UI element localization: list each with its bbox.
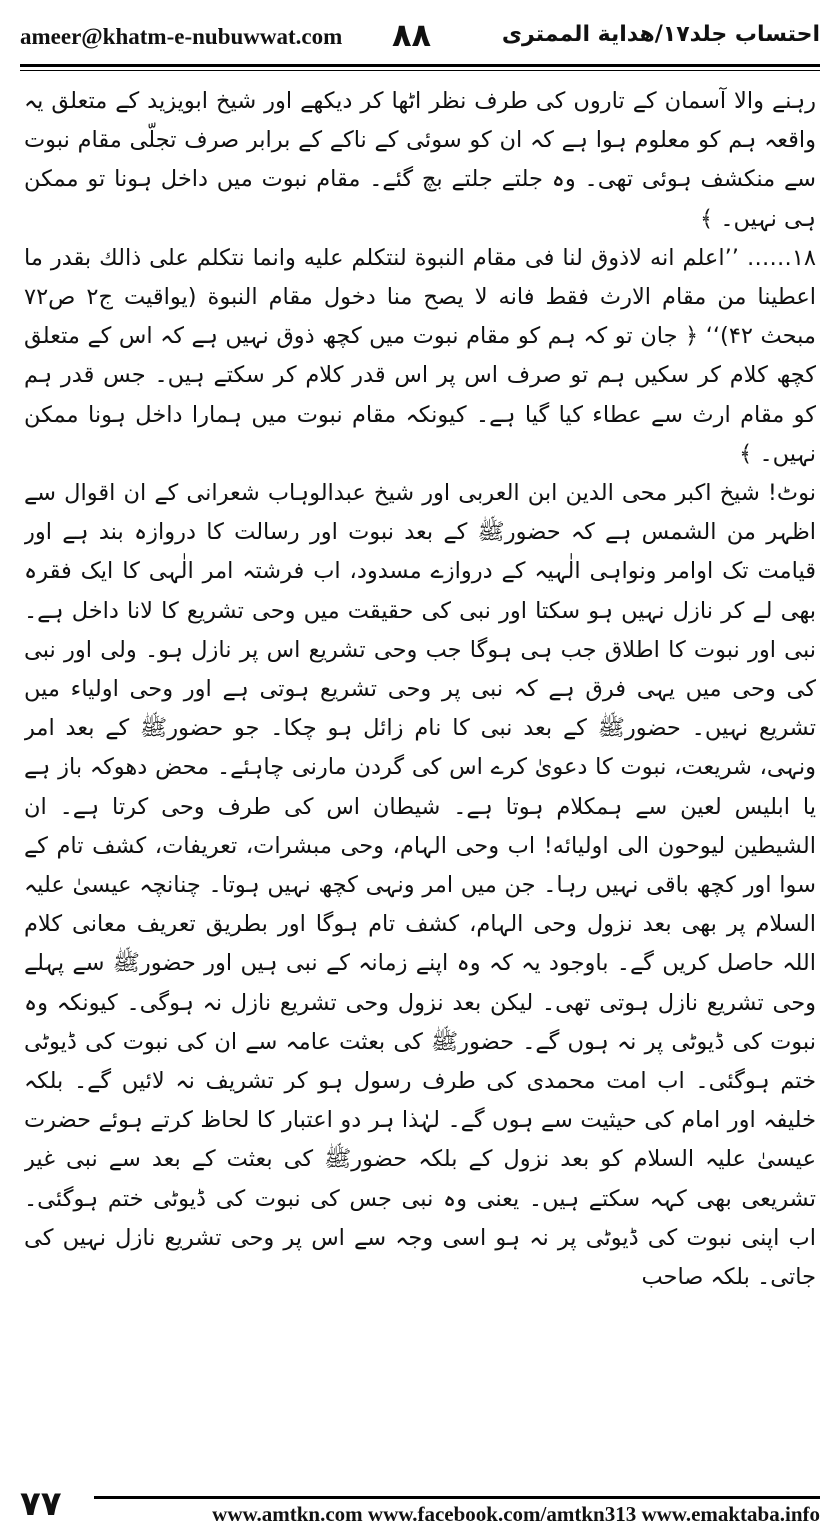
page-footer [20, 1484, 820, 1536]
header-email[interactable]: ameer@khatm-e-nubuwwat.com [20, 24, 343, 49]
page-header [20, 18, 820, 68]
paragraph-1: رہنے والا آسمان کے تاروں کی طرف نظر اٹھا کر دیکھے اور شیخ ابویزید کے متعلق یہ واقعہ ہم کو معلوم ہوا ہے کہ ان کو سوئی کے ناکے کے برابر صرف تجلّی مقام نبوت سے منکشف ہوئی تھی۔ وہ جلتے جلتے بچ گئے۔ مقام نبوت میں داخل ہونا تو ممکن ہی نہیں۔ ﴾ [24, 88, 816, 232]
page-body [24, 82, 816, 1477]
header-divider [20, 64, 820, 67]
paragraph-3-note: نوٹ! شیخ اکبر محی الدین ابن العربی اور شیخ عبدالوہاب شعرانی کے ان اقوال سے اظہر من الشمس ہے کہ حضورﷺ کے بعد نبوت اور رسالت کا دروازہ بند ہے اور قیامت تک اوامر ونواہی الٰہیہ کے دروازے مسدود، اب فرشتہ امر الٰہی کا ایک فقرہ بھی لے کر نازل نہیں ہو سکتا اور نبی کی حقیقت میں وحی تشریع کا لانا داخل ہے۔ نبی اور نبوت کا اطلاق جب ہی ہوگا جب وحی تشریع اس پر نازل ہو۔ ولی اور نبی کی وحی میں یہی فرق ہے کہ نبی پر وحی تشریع ہوتی ہے اور وحی اولیاء میں تشریع نہیں۔ حضورﷺ کے بعد نبی کا نام زائل ہو چکا۔ جو حضورﷺ کے بعد امر ونہی، شریعت، نبوت کا دعویٰ کرے اس کی گردن مارنی چاہئے۔ محض دھوکہ باز ہے یا ابلیس لعین سے ہمکلام ہوتا ہے۔ شیطان اس کی طرف وحی کرتا ہے۔ ان الشیطین لیوحون الی اولیائه! اب وحی الہام، وحی مبشرات، تعریفات، کشف تام کے سوا اور کچھ باقی نہیں رہا۔ جن میں امر ونہی کچھ نہیں ہوتا۔ چنانچہ عیسیٰ علیہ السلام پر بھی بعد نزول وحی الہام، کشف تام ہوگا اور بطریق تعریف معانی کلام اللہ حاصل کریں گے۔ باوجود یہ کہ وہ اپنے زمانہ کے نبی ہیں اور حضورﷺ سے پہلے وحی تشریع نازل ہوتی تھی۔ لیکن بعد نزول وحی تشریع نازل نہ ہوگی۔ کیونکہ وہ نبوت کی ڈیوٹی پر نہ ہوں گے۔ حضورﷺ کی بعثت عامہ سے ان کی نبوت کی ڈیوٹی ختم ہوگئی۔ اب امت محمدی کی طرف رسول ہو کر تشریف نہ لائیں گے۔ بلکہ خلیفہ اور امام کی حیثیت سے ہوں گے۔ لہٰذا ہر دو اعتبار کا لحاظ کرتے ہوئے حضرت عیسیٰ علیہ السلام کو بعد نزول کے بلکہ حضورﷺ کی بعثت کے بعد سے نبی غیر تشریعی بھی کہہ سکتے ہیں۔ یعنی وہ نبی جس کی نبوت کی ڈیوٹی ختم ہوگئی۔ اب اپنی نبوت کی ڈیوٹی پر نہ ہو اسی وجہ سے اس پر وحی تشریع نازل نہیں کی جاتی۔ بلکہ صاحب [24, 480, 816, 1291]
footer-websites[interactable]: www.amtkn.com www.facebook.com/amtkn313 www.emaktaba.info [212, 1502, 820, 1526]
header-divider-thin [20, 70, 820, 71]
footer-bar [20, 1496, 820, 1499]
header-book-title: احتساب جلد۱۷/هداية الممترى [501, 22, 820, 47]
footer-page-number: ۷۷ [20, 1484, 94, 1528]
header-page-number: ۸۸ [392, 16, 432, 54]
paragraph-2-quote: ۱۸…… ’’اعلم انه لاذوق لنا فی مقام النبوة لنتكلم علیه وانما نتكلم علی ذالك بقدر ما اعطینا من مقام الارث فقط فانه لا یصح منا دخول مقام النبوة (یواقیت ج۲ ص۷۲ مبحث ۴۲)‘‘ ﴿ جان تو کہ ہم کو مقام نبوت میں کچھ ذوق نہیں ہے کہ اس کے متعلق کچھ کلام کر سکیں ہم تو صرف اس پر اس قدر کلام کر سکتے ہیں۔ جس قدر ہم کو مقام ارث سے عطاء کیا گیا ہے۔ کیونکہ مقام نبوت میں ہمارا داخل ہونا ممکن نہیں۔ ﴾ [24, 244, 816, 467]
